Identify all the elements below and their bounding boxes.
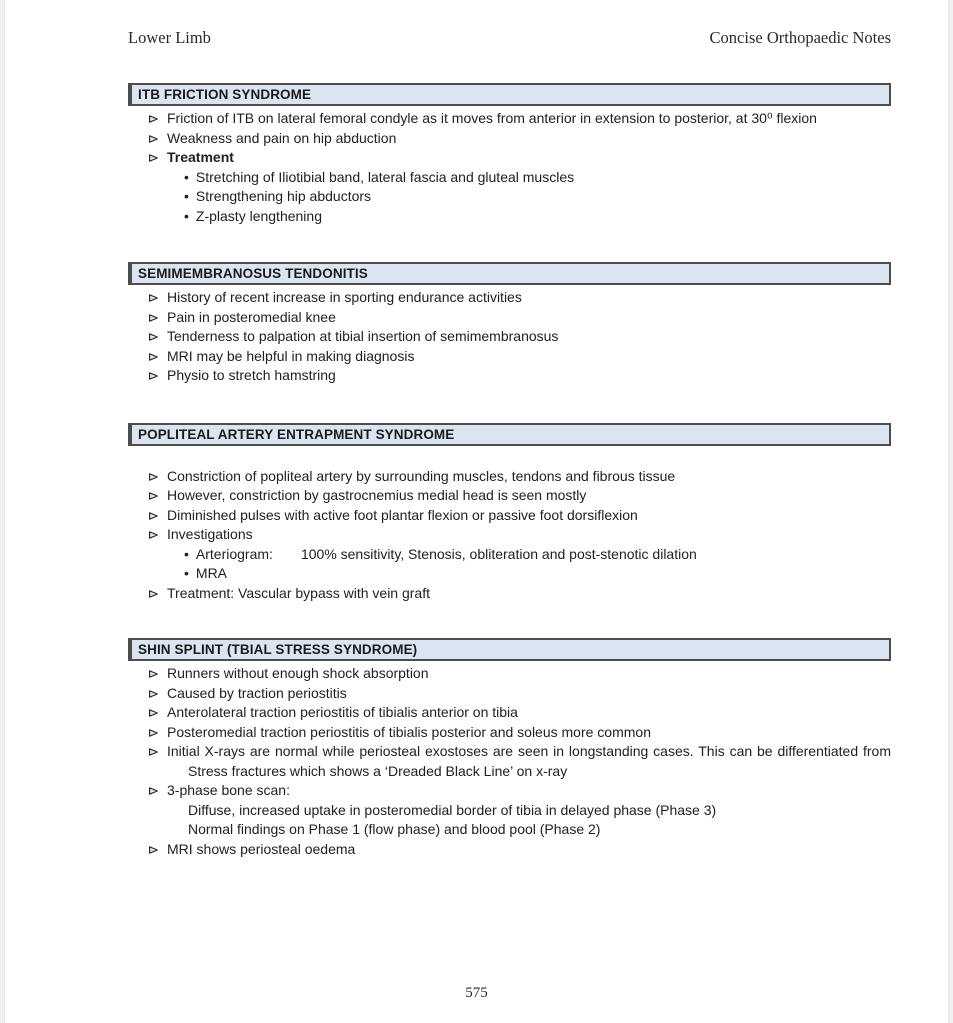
- list-item: [128, 148, 891, 168]
- list-item-text: However, constriction by gastrocnemius medial head is seen mostly: [167, 487, 587, 503]
- section-title-bar: [128, 423, 891, 446]
- section-title: SHIN SPLINT (TBIAL STRESS SYNDROME): [138, 642, 418, 657]
- header-book-title: Concise Orthopaedic Notes: [709, 28, 891, 47]
- list-item-continuation: [128, 762, 891, 782]
- section-title: SEMIMEMBRANOSUS TENDONITIS: [138, 266, 368, 281]
- list-item-text: Tenderness to palpation at tibial insertion of semimembranosus: [167, 328, 559, 344]
- running-header: [128, 28, 891, 48]
- list-item-text: Pain in posteromedial knee: [167, 308, 336, 325]
- arrow-bullet-icon: [148, 786, 159, 796]
- list-item: [128, 288, 891, 308]
- list-item: [128, 327, 891, 347]
- arrow-bullet-icon: [148, 313, 159, 323]
- list-item-text: Initial X-rays are normal while periosteal exostoses are seen in longstanding cases. This can be differentiated from: [167, 743, 891, 759]
- arrow-bullet-icon: [148, 845, 159, 855]
- section-title: ITB FRICTION SYNDROME: [138, 87, 312, 102]
- list-item-text: Stress fractures which shows a ‘Dreaded Black Line’ on x-ray: [188, 762, 568, 779]
- list-item-text: 3-phase bone scan:: [167, 782, 290, 798]
- arrow-bullet-icon: [148, 689, 159, 699]
- list-item: [128, 129, 891, 149]
- list-item: [128, 840, 891, 860]
- arrow-bullet-icon: [148, 332, 159, 342]
- dot-bullet-icon: •: [184, 207, 189, 224]
- list-item: [128, 584, 891, 604]
- list-item: [128, 723, 891, 743]
- arrow-bullet-icon: [148, 114, 159, 124]
- arrow-bullet-icon: [148, 491, 159, 501]
- list-item: [128, 525, 891, 545]
- list-item-text: Posteromedial traction periostitis of tibialis posterior and soleus more common: [167, 723, 651, 740]
- arrow-bullet-icon: [148, 134, 159, 144]
- list-item: [128, 506, 891, 526]
- sub-list-item: [128, 207, 891, 227]
- list-item-text: Treatment: Vascular bypass with vein graft: [167, 584, 430, 601]
- section-semimembranosus-tendonitis: [128, 262, 891, 386]
- section-title-bar: [128, 83, 891, 106]
- section-body: [128, 664, 891, 859]
- arrow-bullet-icon: [148, 747, 159, 757]
- arrow-bullet-icon: [148, 728, 159, 738]
- list-item: [128, 664, 891, 684]
- list-item-text: Physio to stretch hamstring: [167, 367, 336, 383]
- section-itb-friction-syndrome: [128, 83, 891, 226]
- list-item: [128, 308, 891, 328]
- list-item-text: MRI shows periosteal oedema: [167, 840, 356, 857]
- list-item-text: Investigations: [167, 526, 253, 542]
- list-item-text: Weakness and pain on hip abduction: [167, 129, 397, 146]
- list-item-text: Stretching of Iliotibial band, lateral fascia and gluteal muscles: [195, 168, 575, 185]
- dot-bullet-icon: •: [184, 565, 189, 581]
- section-title-bar: [128, 638, 891, 661]
- list-item-text: Anterolateral traction periostitis of tibialis anterior on tibia: [167, 704, 518, 720]
- dot-bullet-icon: •: [184, 168, 189, 185]
- list-item-text: Constriction of popliteal artery by surrounding muscles, tendons and fibrous tissue: [167, 467, 676, 484]
- page-number: 575: [465, 985, 488, 1001]
- sub-list-item: [128, 545, 891, 565]
- list-item: [128, 781, 891, 801]
- section-title-bar: [128, 262, 891, 285]
- list-item: [128, 347, 891, 367]
- section-title: POPLITEAL ARTERY ENTRAPMENT SYNDROME: [138, 426, 455, 442]
- list-item: [128, 684, 891, 704]
- arrow-bullet-icon: [148, 153, 159, 163]
- list-item-text: Friction of ITB on lateral femoral condyle as it moves from anterior in extension to posterior, at 30⁰ flexion: [167, 110, 817, 126]
- arrow-bullet-icon: [148, 352, 159, 362]
- dot-bullet-icon: •: [184, 188, 189, 204]
- section-body: [128, 288, 891, 386]
- list-item-text: Treatment: [167, 149, 234, 165]
- section-body: [128, 467, 891, 604]
- section-shin-splint: [128, 638, 891, 859]
- section-popliteal-artery-entrapment: [128, 423, 891, 604]
- arrow-bullet-icon: [148, 589, 159, 599]
- list-item: [128, 109, 891, 129]
- arrow-bullet-icon: [148, 511, 159, 521]
- list-item: [128, 486, 891, 506]
- arrow-bullet-icon: [148, 371, 159, 381]
- list-item-text: Strengthening hip abductors: [195, 188, 372, 204]
- list-item: [128, 703, 891, 723]
- arrow-bullet-icon: [148, 293, 159, 303]
- sub-list-item: [128, 168, 891, 188]
- list-item-text: Runners without enough shock absorption: [167, 665, 429, 681]
- section-body: [128, 109, 891, 226]
- list-item-text: Arteriogram:: [195, 545, 273, 562]
- list-item: [128, 742, 891, 762]
- list-item-text: History of recent increase in sporting endurance activities: [167, 289, 522, 305]
- list-item-text: Z-plasty lengthening: [195, 207, 322, 224]
- sub-list-item: [128, 187, 891, 207]
- arrow-bullet-icon: [148, 669, 159, 679]
- arrow-bullet-icon: [148, 472, 159, 482]
- list-item-text: MRA: [195, 565, 228, 581]
- list-item-text: Caused by traction periostitis: [167, 684, 347, 701]
- list-item: [128, 467, 891, 487]
- list-item-text: Diffuse, increased uptake in posteromedial border of tibia in delayed phase (Phase 3): [188, 801, 717, 818]
- arrow-bullet-icon: [148, 530, 159, 540]
- list-item-text: MRI may be helpful in making diagnosis: [167, 347, 415, 364]
- header-chapter-title: Lower Limb: [128, 28, 211, 47]
- list-item-continuation: [128, 820, 891, 840]
- list-item: [128, 366, 891, 386]
- sub-list-item: [128, 564, 891, 584]
- dot-bullet-icon: •: [184, 545, 189, 562]
- list-item-continuation: [128, 801, 891, 821]
- list-item-text-detail: 100% sensitivity, Stenosis, obliteration and post-stenotic dilation: [300, 545, 697, 562]
- arrow-bullet-icon: [148, 708, 159, 718]
- list-item-text: Normal findings on Phase 1 (flow phase) and blood pool (Phase 2): [188, 821, 601, 837]
- list-item-text: Diminished pulses with active foot plantar flexion or passive foot dorsiflexion: [167, 506, 638, 523]
